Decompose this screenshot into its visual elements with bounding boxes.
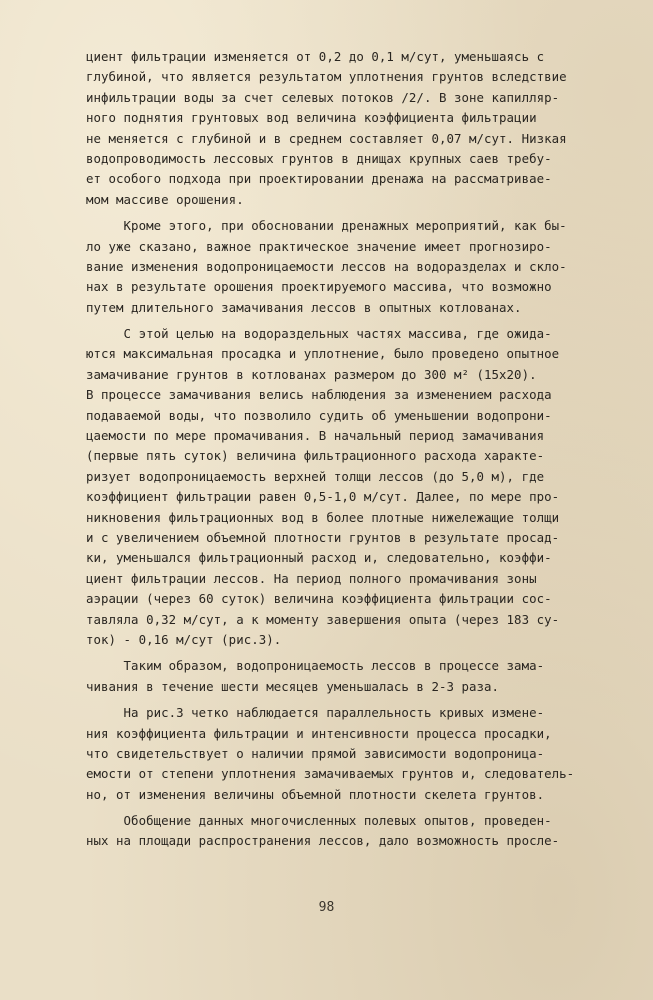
text-line: циент фильтрации лессов. На период полного промачивания зоны bbox=[86, 570, 537, 586]
page-number: 98 bbox=[318, 900, 335, 915]
text-line: ных на площади распространения лессов, дало возможность просле- bbox=[86, 833, 560, 849]
text-line: Обобщение данных многочисленных полевых опытов, проведен- bbox=[86, 813, 552, 829]
text-line: тавляла 0,32 м/сут, а к моменту завершения опыта (через 183 су- bbox=[86, 611, 560, 627]
text-line: глубиной, что является результатом уплотнения грунтов вследствие bbox=[86, 69, 567, 85]
text-line: В процессе замачивания велись наблюдения за изменением расхода bbox=[86, 387, 552, 403]
text-line: нах в результате орошения проектируемого массива, что возможно bbox=[86, 279, 552, 295]
text-line: чивания в течение шести месяцев уменьшалась в 2-3 раза. bbox=[86, 678, 500, 694]
text-line: ризует водопроницаемость верхней толщи лессов (до 5,0 м), где bbox=[86, 468, 545, 484]
text-line: коэффициент фильтрации равен 0,5-1,0 м/сут. Далее, по мере про- bbox=[86, 489, 560, 505]
body-text bbox=[86, 47, 606, 852]
text-line: что свидетельствует о наличии прямой зависимости водопроница- bbox=[86, 745, 545, 761]
text-line: но, от изменения величины объемной плотности скелета грунтов. bbox=[86, 786, 545, 802]
text-line: ток) - 0,16 м/сут (рис.3). bbox=[86, 631, 282, 647]
text-line: ет особого подхода при проектировании дренажа на рассматривае- bbox=[86, 171, 552, 187]
text-line: вание изменения водопроницаемости лессов на водоразделах и скло- bbox=[86, 258, 567, 274]
paragraph bbox=[86, 324, 606, 650]
paragraph bbox=[86, 656, 606, 697]
text-line: ния коэффициента фильтрации и интенсивности процесса просадки, bbox=[86, 725, 552, 741]
text-line: ки, уменьшался фильтрационный расход и, следовательно, коэффи- bbox=[86, 550, 552, 566]
text-line: мом массиве орошения. bbox=[86, 191, 244, 207]
paragraph bbox=[86, 216, 606, 318]
text-line: инфильтрации воды за счет селевых потоков /2/. В зоне капилляр- bbox=[86, 89, 560, 105]
text-line: водопроводимость лессовых грунтов в днищах крупных саев требу- bbox=[86, 150, 552, 166]
text-line: Таким образом, водопроницаемость лессов в процессе зама- bbox=[86, 658, 545, 674]
text-line: емости от степени уплотнения замачиваемых грунтов и, следователь- bbox=[86, 766, 575, 782]
text-line: и с увеличением объемной плотности грунтов в результате просад- bbox=[86, 529, 560, 545]
text-line: циент фильтрации изменяется от 0,2 до 0,1 м/сут, уменьшаясь с bbox=[86, 49, 545, 64]
text-line: (первые пять суток) величина фильтрационного расхода характе- bbox=[86, 448, 545, 464]
text-line: путем длительного замачивания лессов в опытных котлованах. bbox=[86, 299, 522, 315]
text-line: аэрации (через 60 суток) величина коэффициента фильтрации сос- bbox=[86, 591, 552, 607]
paragraph bbox=[86, 811, 606, 852]
text-line: С этой целью на водораздельных частях массива, где ожида- bbox=[86, 326, 552, 342]
text-line: ного поднятия грунтовых вод величина коэффициента фильтрации bbox=[86, 110, 537, 126]
text-line: замачивание грунтов в котлованах размером до 300 м² (15х20). bbox=[86, 366, 537, 382]
paragraph bbox=[86, 47, 606, 210]
text-line: не меняется с глубиной и в среднем составляет 0,07 м/сут. Низкая bbox=[86, 130, 567, 146]
paragraph bbox=[86, 703, 606, 805]
text-line: На рис.3 четко наблюдается параллельность кривых измене- bbox=[86, 705, 545, 721]
text-line: цаемости по мере промачивания. В начальный период замачивания bbox=[86, 428, 545, 444]
text-line: ются максимальная просадка и уплотнение, было проведено опытное bbox=[86, 346, 560, 362]
text-line: ло уже сказано, важное практическое значение имеет прогнозиро- bbox=[86, 238, 552, 254]
text-line: подаваемой воды, что позволило судить об уменьшении водопрони- bbox=[86, 407, 552, 423]
text-line: никновения фильтрационных вод в более плотные нижележащие толщи bbox=[86, 509, 560, 525]
text-line: Кроме этого, при обосновании дренажных мероприятий, как бы- bbox=[86, 218, 567, 234]
